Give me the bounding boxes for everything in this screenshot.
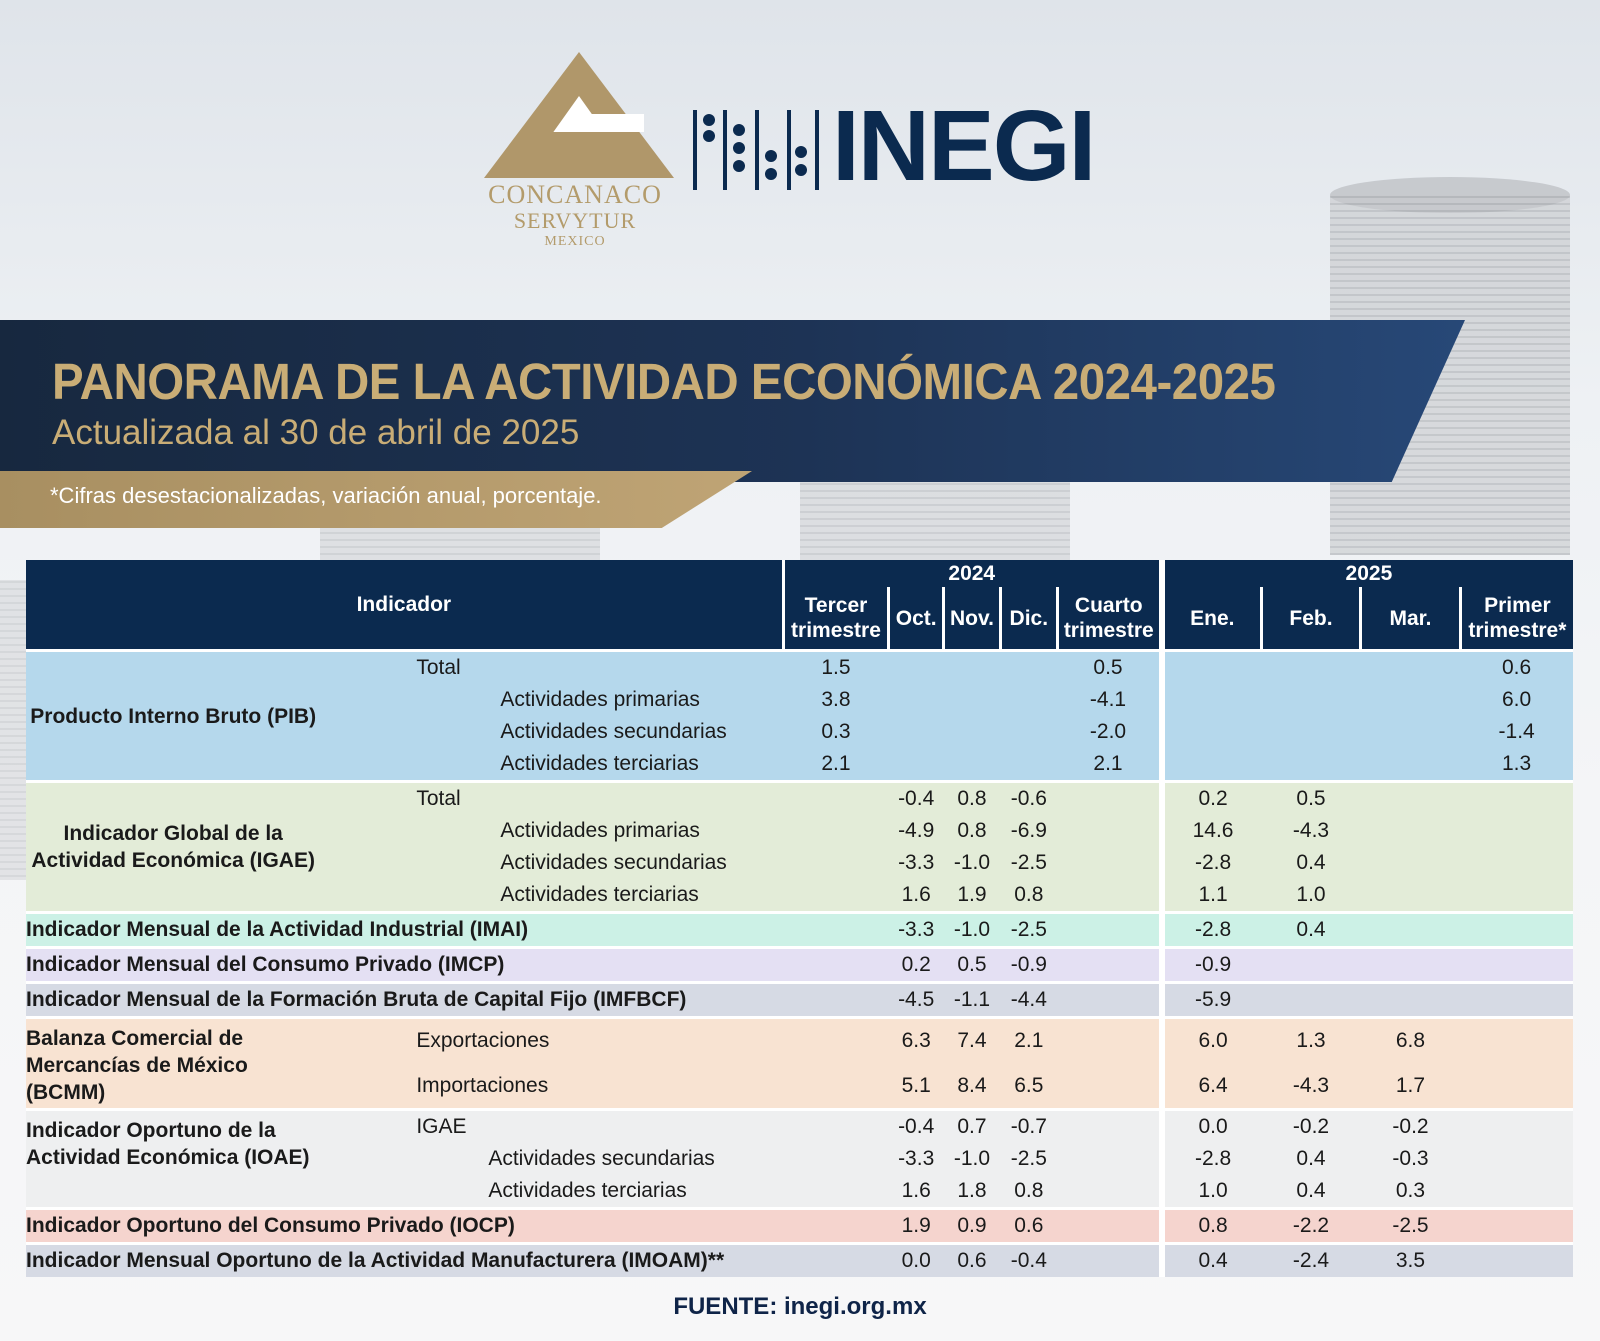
value-cell: -2.5 [1000, 913, 1057, 948]
value-cell: 0.5 [1057, 651, 1162, 685]
value-cell: 14.6 [1162, 815, 1261, 847]
value-cell: 5.1 [889, 1064, 944, 1110]
value-cell: 1.6 [889, 879, 944, 913]
value-cell: 7.4 [944, 1018, 1001, 1064]
value-cell [1361, 913, 1460, 948]
value-cell: 1.1 [1162, 879, 1261, 913]
value-cell [1460, 782, 1573, 816]
value-cell: 0.0 [889, 1244, 944, 1278]
value-cell [1261, 716, 1360, 748]
value-cell [1460, 1175, 1573, 1209]
value-cell [783, 948, 889, 983]
value-cell: 0.3 [783, 716, 889, 748]
value-cell [783, 1064, 889, 1110]
value-cell [1460, 815, 1573, 847]
value-cell [889, 684, 944, 716]
value-cell [1057, 1143, 1162, 1175]
col-header: Tercer trimestre [783, 587, 889, 651]
value-cell: 1.5 [783, 651, 889, 685]
row-label: Indicador Mensual de la Actividad Industrial (IMAI) [26, 913, 783, 948]
value-cell: 1.9 [944, 879, 1001, 913]
col-header: Nov. [944, 587, 1001, 651]
value-cell: -1.1 [944, 983, 1001, 1018]
value-cell: -2.8 [1162, 913, 1261, 948]
value-cell: -2.2 [1261, 1209, 1360, 1244]
row-label: Actividades terciarias [320, 1175, 783, 1209]
value-cell: 2.1 [1057, 748, 1162, 782]
value-cell [1460, 983, 1573, 1018]
value-cell: 0.8 [944, 815, 1001, 847]
value-cell: 1.0 [1162, 1175, 1261, 1209]
value-cell: -2.8 [1162, 1143, 1261, 1175]
value-cell: 0.8 [1000, 1175, 1057, 1209]
value-cell [1261, 948, 1360, 983]
inegi-dots-icon [693, 108, 819, 194]
value-cell [889, 651, 944, 685]
value-cell [1057, 879, 1162, 913]
value-cell: -0.4 [1000, 1244, 1057, 1278]
row-label: Actividades secundarias [320, 1143, 783, 1175]
row-label: Actividades terciarias [320, 879, 783, 913]
value-cell [1261, 748, 1360, 782]
source-footer: FUENTE: inegi.org.mx [673, 1293, 927, 1320]
value-cell: -6.9 [1000, 815, 1057, 847]
value-cell [1460, 1143, 1573, 1175]
value-cell: -4.5 [889, 983, 944, 1018]
value-cell [1057, 847, 1162, 879]
table-row [26, 651, 1573, 685]
value-cell [1057, 1175, 1162, 1209]
value-cell: 0.7 [944, 1110, 1001, 1144]
value-cell [1361, 716, 1460, 748]
value-cell: -0.2 [1261, 1110, 1360, 1144]
value-cell [783, 1209, 889, 1244]
value-cell: 2.1 [783, 748, 889, 782]
value-cell [1261, 684, 1360, 716]
value-cell [944, 651, 1001, 685]
value-cell: -5.9 [1162, 983, 1261, 1018]
value-cell [1057, 1064, 1162, 1110]
value-cell [1361, 748, 1460, 782]
indicator-header: Indicador [26, 560, 783, 651]
value-cell [1057, 782, 1162, 816]
value-cell: 1.6 [889, 1175, 944, 1209]
row-label: Actividades primarias [320, 815, 783, 847]
value-cell: -0.4 [889, 782, 944, 816]
value-cell: 6.8 [1361, 1018, 1460, 1064]
value-cell: -3.3 [889, 1143, 944, 1175]
value-cell [889, 716, 944, 748]
value-cell: 1.9 [889, 1209, 944, 1244]
value-cell [1000, 684, 1057, 716]
value-cell [1057, 1018, 1162, 1064]
value-cell [1261, 651, 1360, 685]
value-cell [1361, 782, 1460, 816]
value-cell: -4.3 [1261, 815, 1360, 847]
table-row [26, 913, 1573, 948]
value-cell [1057, 1244, 1162, 1278]
value-cell: -0.3 [1361, 1143, 1460, 1175]
value-cell [1460, 879, 1573, 913]
value-cell [944, 716, 1001, 748]
value-cell: -4.1 [1057, 684, 1162, 716]
row-label: Indicador Mensual Oportuno de la Actividad Manufacturera (IMOAM)** [26, 1244, 783, 1278]
value-cell [1057, 948, 1162, 983]
value-cell [889, 748, 944, 782]
col-header: Primer trimestre* [1460, 587, 1573, 651]
value-cell: -0.6 [1000, 782, 1057, 816]
value-cell: 6.0 [1460, 684, 1573, 716]
value-cell: 0.6 [944, 1244, 1001, 1278]
value-cell [1460, 1244, 1573, 1278]
row-label: IGAE [320, 1110, 783, 1144]
logo-area [0, 0, 1600, 320]
value-cell: -2.4 [1261, 1244, 1360, 1278]
col-header: Cuarto trimestre [1057, 587, 1162, 651]
value-cell [1000, 716, 1057, 748]
row-label: Actividades terciarias [320, 748, 783, 782]
value-cell: -0.9 [1162, 948, 1261, 983]
value-cell [1460, 1209, 1573, 1244]
value-cell [1460, 1110, 1573, 1144]
group-name: Producto Interno Bruto (PIB) [26, 651, 320, 782]
value-cell: 6.5 [1000, 1064, 1057, 1110]
row-label: Indicador Mensual de la Formación Bruta de Capital Fijo (IMFBCF) [26, 983, 783, 1018]
row-label: Total [320, 782, 783, 816]
group-name: Balanza Comercial de Mercancías de México (BCMM) [26, 1018, 320, 1110]
value-cell [783, 913, 889, 948]
value-cell: 1.3 [1261, 1018, 1360, 1064]
value-cell [783, 847, 889, 879]
value-cell: -0.4 [889, 1110, 944, 1144]
value-cell [1057, 815, 1162, 847]
value-cell: -3.3 [889, 847, 944, 879]
value-cell [783, 1110, 889, 1144]
value-cell: 0.0 [1162, 1110, 1261, 1144]
value-cell [783, 1244, 889, 1278]
value-cell [1261, 983, 1360, 1018]
value-cell: 1.7 [1361, 1064, 1460, 1110]
value-cell: -1.0 [944, 847, 1001, 879]
value-cell: 0.4 [1261, 847, 1360, 879]
value-cell [1460, 847, 1573, 879]
value-cell [783, 1143, 889, 1175]
value-cell: 0.2 [1162, 782, 1261, 816]
value-cell: -2.8 [1162, 847, 1261, 879]
value-cell [1361, 983, 1460, 1018]
page-subtitle: Actualizada al 30 de abril de 2025 [52, 413, 580, 452]
value-cell: 3.5 [1361, 1244, 1460, 1278]
table-row [26, 948, 1573, 983]
value-cell: -0.9 [1000, 948, 1057, 983]
mexico-name: MEXICO [544, 234, 606, 249]
value-cell [1057, 913, 1162, 948]
value-cell: -4.9 [889, 815, 944, 847]
value-cell [783, 1018, 889, 1064]
value-cell [1361, 948, 1460, 983]
inegi-wordmark: INEGI [832, 90, 1095, 202]
value-cell [783, 815, 889, 847]
value-cell: 6.3 [889, 1018, 944, 1064]
table-row [26, 1209, 1573, 1244]
col-header: Feb. [1261, 587, 1360, 651]
row-label: Importaciones [320, 1064, 783, 1110]
value-cell: 1.8 [944, 1175, 1001, 1209]
value-cell: -4.3 [1261, 1064, 1360, 1110]
value-cell: 0.4 [1261, 1143, 1360, 1175]
value-cell [1162, 748, 1261, 782]
table-row [26, 1018, 1573, 1064]
col-header: Ene. [1162, 587, 1261, 651]
value-cell: 0.4 [1261, 1175, 1360, 1209]
value-cell [1361, 651, 1460, 685]
value-cell: 2.1 [1000, 1018, 1057, 1064]
col-header: Dic. [1000, 587, 1057, 651]
value-cell [1000, 748, 1057, 782]
value-cell [1460, 948, 1573, 983]
group-name: Indicador Oportuno de la Actividad Económica (IOAE) [26, 1110, 320, 1209]
col-header: Oct. [889, 587, 944, 651]
value-cell [783, 879, 889, 913]
value-cell: -0.2 [1361, 1110, 1460, 1144]
value-cell [1460, 1064, 1573, 1110]
value-cell [783, 983, 889, 1018]
value-cell: -2.0 [1057, 716, 1162, 748]
table-row [26, 1244, 1573, 1278]
value-cell: 1.3 [1460, 748, 1573, 782]
value-cell: 0.4 [1261, 913, 1360, 948]
page-title: PANORAMA DE LA ACTIVIDAD ECONÓMICA 2024-2025 [52, 353, 1276, 410]
table-row [26, 983, 1573, 1018]
row-label: Actividades primarias [320, 684, 783, 716]
row-label: Indicador Mensual del Consumo Privado (IMCP) [26, 948, 783, 983]
value-cell: -2.5 [1000, 847, 1057, 879]
table-row [26, 782, 1573, 816]
value-cell: -3.3 [889, 913, 944, 948]
value-cell: 1.0 [1261, 879, 1360, 913]
value-cell: -1.0 [944, 1143, 1001, 1175]
value-cell: -4.4 [1000, 983, 1057, 1018]
value-cell: 0.3 [1361, 1175, 1460, 1209]
value-cell: 0.4 [1162, 1244, 1261, 1278]
group-name: Indicador Global de la Actividad Económica (IGAE) [26, 782, 320, 913]
table-row [26, 1110, 1573, 1144]
row-label: Total [320, 651, 783, 685]
servytur-name: SERVYTUR [513, 208, 637, 233]
value-cell [1000, 651, 1057, 685]
value-cell [944, 748, 1001, 782]
value-cell: -0.7 [1000, 1110, 1057, 1144]
year-2024-header: 2024 [783, 560, 1162, 587]
value-cell [1162, 716, 1261, 748]
value-cell: -2.5 [1361, 1209, 1460, 1244]
value-cell [944, 684, 1001, 716]
value-cell [1460, 913, 1573, 948]
value-cell [1361, 684, 1460, 716]
value-cell [783, 782, 889, 816]
value-cell: 0.8 [1000, 879, 1057, 913]
value-cell: 3.8 [783, 684, 889, 716]
value-cell: 0.9 [944, 1209, 1001, 1244]
value-cell: -1.0 [944, 913, 1001, 948]
value-cell: 8.4 [944, 1064, 1001, 1110]
value-cell [1361, 879, 1460, 913]
value-cell: -1.4 [1460, 716, 1573, 748]
units-note: *Cifras desestacionalizadas, variación anual, porcentaje. [50, 483, 602, 508]
row-label: Indicador Oportuno del Consumo Privado (IOCP) [26, 1209, 783, 1244]
value-cell: 0.6 [1000, 1209, 1057, 1244]
value-cell [1057, 1209, 1162, 1244]
value-cell [1361, 815, 1460, 847]
concanaco-name: CONCANACO [488, 180, 662, 209]
value-cell [783, 1175, 889, 1209]
year-2025-header: 2025 [1162, 560, 1573, 587]
row-label: Actividades secundarias [320, 847, 783, 879]
value-cell: 0.2 [889, 948, 944, 983]
value-cell: 6.4 [1162, 1064, 1261, 1110]
value-cell: 0.5 [1261, 782, 1360, 816]
value-cell [1162, 651, 1261, 685]
value-cell: 0.8 [944, 782, 1001, 816]
row-label: Actividades secundarias [320, 716, 783, 748]
value-cell [1162, 684, 1261, 716]
indicators-table [26, 560, 1573, 1277]
value-cell: 0.8 [1162, 1209, 1261, 1244]
value-cell: 0.6 [1460, 651, 1573, 685]
value-cell [1361, 847, 1460, 879]
row-label: Exportaciones [320, 1018, 783, 1064]
value-cell [1460, 1018, 1573, 1064]
value-cell: 6.0 [1162, 1018, 1261, 1064]
value-cell [1057, 1110, 1162, 1144]
value-cell: 0.5 [944, 948, 1001, 983]
value-cell: -2.5 [1000, 1143, 1057, 1175]
value-cell [1057, 983, 1162, 1018]
col-header: Mar. [1361, 587, 1460, 651]
